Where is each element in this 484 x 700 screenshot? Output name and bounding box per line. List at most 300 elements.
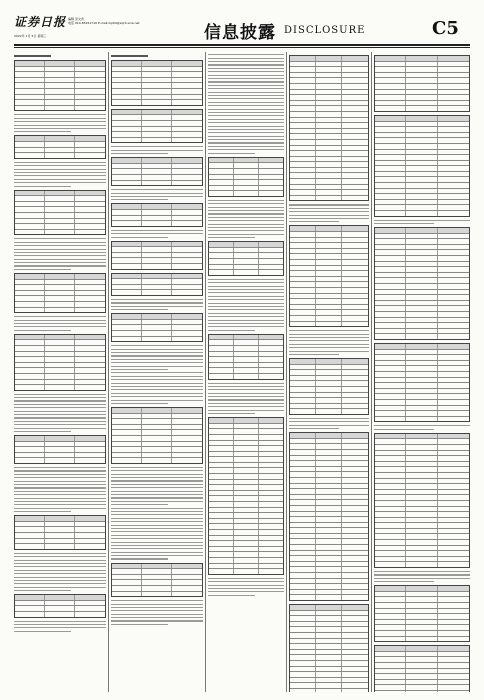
text-line	[208, 149, 284, 150]
table-row	[15, 458, 105, 463]
text-line	[14, 131, 71, 132]
table-row	[290, 196, 368, 201]
text-line	[14, 481, 106, 482]
text-line	[14, 269, 71, 270]
data-table	[289, 225, 369, 327]
data-table	[14, 273, 106, 313]
text-line	[14, 470, 106, 471]
data-table	[374, 433, 470, 568]
text-line	[14, 573, 106, 574]
data-table	[111, 563, 203, 598]
column-divider	[286, 52, 287, 692]
text-line	[111, 355, 203, 356]
text-line	[208, 320, 284, 321]
section-title-en: DISCLOSURE	[284, 25, 366, 36]
text-line	[14, 330, 71, 331]
text-line	[111, 525, 203, 526]
text-line	[14, 245, 106, 246]
text-line	[14, 121, 106, 122]
text-line	[374, 223, 434, 224]
text-line	[111, 389, 203, 390]
text-line	[14, 128, 106, 129]
text-line	[208, 61, 284, 62]
column-1	[14, 52, 106, 692]
data-table	[14, 334, 106, 391]
text-line	[111, 484, 203, 485]
text-line	[208, 588, 284, 589]
table-row	[15, 612, 105, 617]
text-line	[111, 508, 203, 509]
data-table	[374, 645, 470, 692]
text-line	[111, 531, 203, 532]
text-line	[111, 189, 203, 190]
text-line	[14, 125, 106, 126]
text-line	[374, 425, 470, 426]
data-table	[374, 55, 470, 112]
text-line	[208, 292, 284, 293]
text-line	[208, 282, 284, 283]
text-line	[208, 309, 284, 310]
table-row	[375, 417, 469, 422]
text-line	[111, 614, 203, 615]
text-line	[14, 421, 106, 422]
text-line	[374, 581, 434, 582]
text-line	[111, 470, 203, 471]
text-line	[14, 627, 106, 628]
text-line	[208, 105, 284, 106]
text-line	[208, 220, 284, 221]
section-heading	[111, 55, 148, 57]
text-line	[14, 474, 106, 475]
masthead	[0, 0, 484, 44]
text-line	[208, 54, 284, 55]
text-line	[14, 563, 106, 564]
text-line	[111, 393, 203, 394]
text-line	[208, 139, 284, 140]
text-line	[14, 323, 106, 324]
text-line	[208, 213, 284, 214]
text-line	[208, 75, 284, 76]
column-divider	[108, 52, 109, 692]
data-table	[14, 435, 106, 464]
text-line	[14, 566, 106, 567]
text-line	[14, 400, 106, 401]
text-line	[111, 511, 203, 512]
text-line	[14, 511, 71, 512]
data-table	[289, 55, 369, 201]
text-line	[14, 411, 106, 412]
text-line	[208, 393, 284, 394]
text-line	[208, 78, 284, 79]
table-row	[290, 595, 368, 600]
table-row	[375, 334, 469, 339]
table-row	[112, 290, 202, 295]
text-line	[111, 196, 203, 197]
data-table	[111, 60, 203, 106]
text-line	[289, 211, 369, 212]
text-line	[374, 429, 434, 430]
data-table	[208, 417, 284, 575]
publication-info	[68, 17, 140, 25]
text-line	[14, 583, 106, 584]
data-table	[111, 109, 203, 144]
text-line	[111, 548, 203, 549]
text-line	[208, 71, 284, 72]
text-line	[111, 521, 203, 522]
contact-line: 电话 010-83251716 E-mail:zqrb9@zqrb.sina.net	[68, 21, 140, 25]
text-line	[14, 508, 106, 509]
data-table	[14, 135, 106, 158]
issue-date: 2022年 1月 5日 星期三	[14, 34, 47, 38]
data-table	[374, 343, 470, 422]
text-line	[208, 227, 284, 228]
text-line	[208, 210, 284, 211]
text-line	[111, 610, 203, 611]
text-line	[14, 487, 106, 488]
text-line	[208, 136, 284, 137]
text-line	[208, 316, 284, 317]
text-line	[111, 352, 203, 353]
table-row	[15, 308, 105, 313]
text-line	[111, 403, 168, 404]
text-line	[208, 323, 284, 324]
table-row	[112, 264, 202, 269]
column-2	[111, 52, 203, 692]
section-title-cn: 信息披露	[204, 23, 276, 43]
table-row	[15, 153, 105, 158]
text-line	[14, 162, 106, 163]
text-line	[111, 497, 203, 498]
text-line	[289, 340, 369, 341]
text-line	[14, 431, 71, 432]
text-line	[208, 85, 284, 86]
text-line	[111, 558, 168, 559]
table-row	[15, 106, 105, 111]
text-line	[14, 560, 106, 561]
text-line	[111, 528, 203, 529]
text-line	[14, 631, 71, 632]
text-line	[14, 179, 106, 180]
text-line	[208, 399, 284, 400]
table-row	[375, 637, 469, 642]
text-line	[289, 418, 369, 419]
text-line	[111, 467, 203, 468]
data-table	[111, 407, 203, 464]
column-divider	[205, 52, 206, 692]
text-line	[14, 175, 106, 176]
text-line	[111, 607, 203, 608]
data-table	[111, 241, 203, 270]
table-row	[112, 181, 202, 186]
text-line	[14, 590, 71, 591]
text-line	[111, 230, 203, 231]
text-line	[289, 347, 369, 348]
text-line	[14, 118, 106, 119]
text-line	[111, 487, 203, 488]
text-line	[14, 414, 106, 415]
text-line	[111, 542, 203, 543]
data-table	[208, 157, 284, 197]
text-line	[208, 396, 284, 397]
text-line	[208, 326, 284, 327]
newspaper-logo: 证券日报	[14, 15, 67, 29]
text-line	[208, 153, 255, 154]
text-line	[374, 574, 470, 575]
text-line	[208, 98, 284, 99]
text-line	[14, 265, 106, 266]
text-line	[208, 410, 284, 411]
data-table	[208, 334, 284, 380]
table-row	[112, 221, 202, 226]
text-line	[111, 306, 203, 307]
text-line	[111, 199, 168, 200]
text-line	[289, 337, 369, 338]
text-line	[289, 425, 369, 426]
page-code: C5	[432, 18, 459, 39]
text-line	[14, 580, 106, 581]
text-line	[208, 303, 284, 304]
text-line	[289, 208, 369, 209]
text-line	[14, 165, 106, 166]
text-line	[208, 207, 284, 208]
text-line	[111, 501, 203, 502]
text-line	[111, 299, 203, 300]
text-line	[14, 182, 106, 183]
text-line	[208, 330, 255, 331]
text-line	[14, 553, 106, 554]
text-line	[208, 146, 284, 147]
text-line	[374, 571, 470, 572]
text-line	[208, 306, 284, 307]
text-line	[289, 428, 339, 429]
text-line	[14, 259, 106, 260]
text-line	[14, 326, 106, 327]
text-line	[289, 330, 369, 331]
text-line	[111, 376, 203, 377]
text-line	[208, 296, 284, 297]
text-line	[14, 242, 106, 243]
text-line	[14, 407, 106, 408]
text-line	[111, 600, 203, 601]
text-line	[111, 400, 203, 401]
text-line	[208, 230, 284, 231]
text-line	[374, 220, 470, 221]
masthead-rule	[14, 44, 470, 46]
data-table	[289, 604, 369, 692]
text-line	[208, 81, 284, 82]
table-row	[209, 569, 283, 574]
text-line	[374, 578, 470, 579]
table-row	[15, 385, 105, 390]
text-line	[111, 366, 203, 367]
text-line	[14, 172, 106, 173]
table-row	[112, 592, 202, 597]
text-line	[208, 403, 284, 404]
text-line	[208, 102, 284, 103]
data-table	[111, 157, 203, 186]
text-line	[111, 620, 203, 621]
text-line	[289, 221, 339, 222]
text-line	[111, 362, 203, 363]
text-line	[208, 313, 284, 314]
text-line	[14, 238, 106, 239]
table-row	[112, 100, 202, 105]
text-line	[111, 552, 203, 553]
text-line	[111, 518, 203, 519]
text-line	[14, 587, 106, 588]
text-line	[111, 535, 203, 536]
text-line	[14, 320, 106, 321]
section-heading	[14, 55, 51, 57]
text-line	[111, 494, 203, 495]
text-line	[208, 286, 284, 287]
data-table	[14, 515, 106, 550]
text-line	[14, 404, 106, 405]
table-row	[375, 562, 469, 567]
text-line	[111, 491, 203, 492]
text-line	[14, 498, 106, 499]
masthead-rule-thin	[14, 47, 470, 48]
text-line	[208, 200, 284, 201]
text-line	[14, 262, 106, 263]
text-line	[289, 334, 369, 335]
text-line	[289, 218, 369, 219]
text-line	[208, 591, 284, 592]
text-line	[111, 474, 203, 475]
text-line	[14, 501, 106, 502]
text-line	[14, 428, 106, 429]
text-line	[111, 604, 203, 605]
text-line	[14, 621, 106, 622]
text-line	[289, 351, 369, 352]
text-line	[208, 109, 284, 110]
table-row	[209, 374, 283, 379]
text-line	[289, 204, 369, 205]
text-line	[208, 383, 284, 384]
editor-line: 编辑 吴文育	[68, 17, 84, 21]
text-line	[208, 234, 284, 235]
text-line	[14, 577, 106, 578]
data-table	[111, 203, 203, 226]
text-line	[111, 153, 168, 154]
table-row	[209, 191, 283, 196]
text-line	[208, 289, 284, 290]
data-table	[111, 273, 203, 296]
text-line	[14, 494, 106, 495]
text-line	[208, 224, 284, 225]
text-line	[111, 349, 203, 350]
text-line	[111, 538, 203, 539]
text-line	[111, 369, 168, 370]
text-line	[14, 624, 106, 625]
data-table	[374, 585, 470, 642]
table-row	[290, 322, 368, 327]
text-line	[111, 345, 203, 346]
text-line	[14, 484, 106, 485]
text-line	[208, 95, 284, 96]
text-line	[208, 386, 284, 387]
table-row	[375, 106, 469, 111]
text-line	[111, 379, 203, 380]
text-line	[289, 344, 369, 345]
text-line	[111, 233, 203, 234]
text-line	[208, 413, 255, 414]
text-line	[208, 119, 284, 120]
data-table	[289, 358, 369, 415]
text-line	[208, 595, 255, 596]
text-line	[208, 299, 284, 300]
data-table	[14, 594, 106, 617]
text-line	[111, 359, 203, 360]
text-line	[208, 112, 284, 113]
column-4	[289, 52, 369, 692]
text-line	[14, 186, 71, 187]
text-line	[14, 249, 106, 250]
text-line	[208, 58, 284, 59]
text-line	[14, 316, 106, 317]
table-row	[112, 138, 202, 143]
text-line	[208, 132, 284, 133]
table-row	[112, 458, 202, 463]
text-line	[14, 477, 106, 478]
text-line	[111, 624, 168, 625]
text-line	[111, 309, 168, 310]
text-line	[111, 386, 203, 387]
data-table	[208, 241, 284, 276]
table-row	[15, 230, 105, 235]
table-row	[15, 544, 105, 549]
text-line	[111, 514, 203, 515]
table-row	[112, 337, 202, 342]
text-line	[208, 88, 284, 89]
text-line	[111, 545, 203, 546]
text-line	[14, 491, 106, 492]
text-line	[14, 424, 106, 425]
data-table	[374, 115, 470, 217]
table-row	[375, 211, 469, 216]
data-table	[374, 227, 470, 340]
text-line	[111, 477, 203, 478]
text-line	[208, 203, 284, 204]
text-line	[208, 68, 284, 69]
text-line	[289, 354, 339, 355]
text-line	[14, 417, 106, 418]
text-line	[14, 394, 106, 395]
text-line	[208, 578, 284, 579]
table-row	[290, 689, 368, 692]
text-line	[14, 169, 106, 170]
text-line	[14, 252, 106, 253]
text-line	[208, 142, 284, 143]
text-line	[208, 92, 284, 93]
table-row	[209, 270, 283, 275]
text-line	[111, 146, 203, 147]
data-table	[14, 60, 106, 111]
text-line	[289, 421, 369, 422]
text-line	[111, 302, 203, 303]
text-line	[111, 372, 203, 373]
text-line	[14, 556, 106, 557]
text-line	[14, 397, 106, 398]
text-line	[208, 115, 284, 116]
column-5	[374, 52, 470, 692]
text-line	[208, 581, 284, 582]
text-line	[111, 555, 203, 556]
text-line	[208, 585, 284, 586]
text-line	[111, 150, 203, 151]
text-line	[111, 383, 203, 384]
column-divider	[371, 52, 372, 692]
